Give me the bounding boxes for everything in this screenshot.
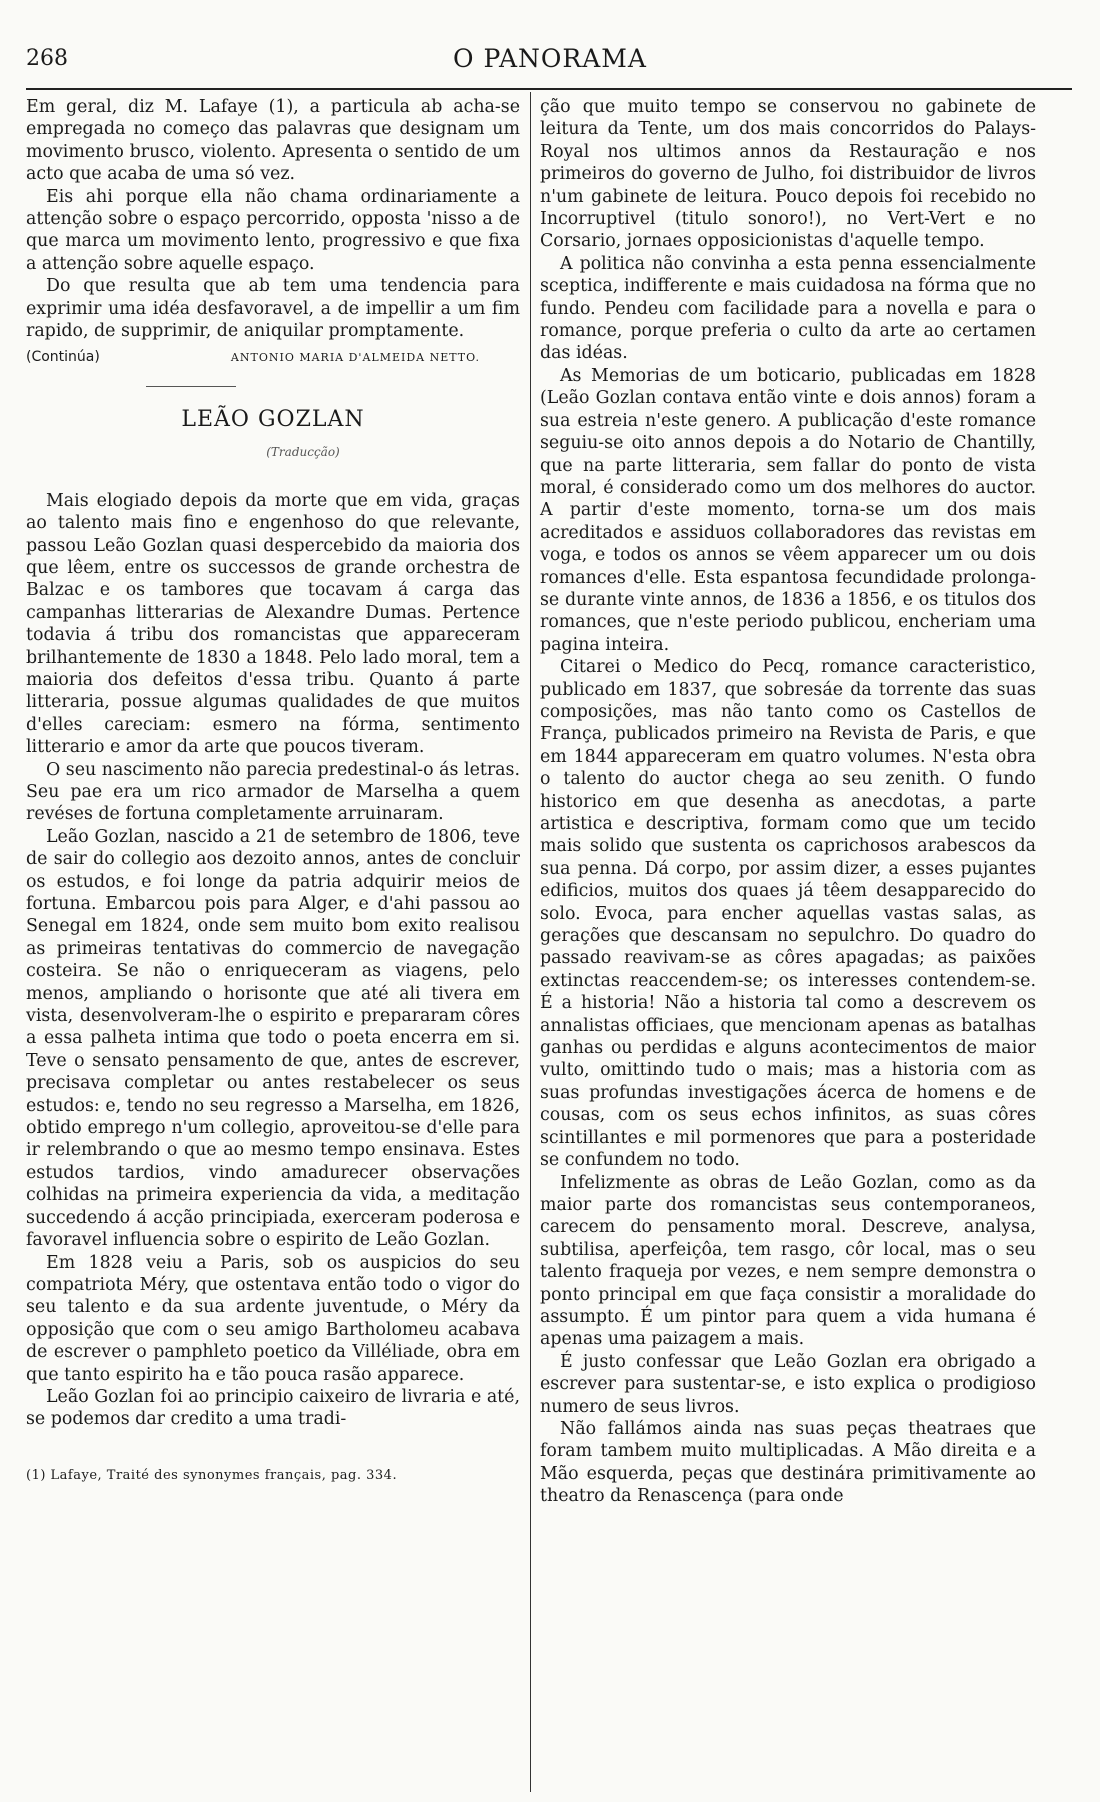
paragraph: Não fallámos ainda nas suas peças theatraes que foram tambem muito multiplicadas. A Mão direita e a Mão esquerda, peças que destinára primitivamente ao theatro da Renascença (para onde bbox=[540, 1418, 1036, 1507]
footnote: (1) Lafaye, Traité des synonymes français, pag. 334. bbox=[26, 1467, 398, 1483]
column-divider bbox=[530, 92, 531, 1792]
section-separator bbox=[146, 386, 236, 387]
paragraph: Leão Gozlan, nascido a 21 de setembro de 1806, teve de sair do collegio aos dezoito annos, antes de concluir os estudos, e foi longe da patria adquirir meios de fortuna. Embarcou pois para Alger, e d'ahi passou ao Senegal em 1824, onde sem muito bom exito realisou as primeiras tentativas do commercio de navegação costeira. Se não o enriqueceram as viagens, pelo menos, ampliando o horisonte que até ali tivera em vista, desenvolveram-lhe o espirito e prepararam côres a essa palheta intima que todo o poeta encerra em si. Teve o sensato pensamento de que, antes de escrever, precisava completar ou antes restabelecer os seus estudos: e, tendo no seu regresso a Marselha, em 1826, obtido emprego n'um collegio, aproveitou-se d'elle para ir relembrando o que ao mesmo tempo ensinava. Estes estudos tardios, vindo amadurecer observações colhidas na primeira experiencia da vida, a meditação succedendo á acção principiada, exerceram poderosa e favoravel influencia sobre o espirito de Leão Gozlan. bbox=[26, 826, 520, 1251]
left-column bbox=[26, 96, 520, 1487]
paragraph: Em geral, diz M. Lafaye (1), a particula ab acha-se empregada no começo das palavras que designam um movimento brusco, violento. Apresenta o sentido de um acto que acaba de uma só vez. bbox=[26, 97, 520, 185]
paragraph: As Memorias de um boticario, publicadas em 1828 (Leão Gozlan contava então vinte e dois annos) foram a sua estreia n'este genero. A publicação d'este romance seguiu-se oito annos depois a do Notario de Chantilly, que na parte litteraria, sem fallar do ponto de vista moral, é considerado como um dos melhores do auctor. A partir d'este momento, torna-se um dos mais acreditados e assiduos collaboradores das revistas em voga, e todos os annos se vêem apparecer um ou dois romances d'elle. Esta espantosa fecundidade prolonga-se durante vinte annos, de 1836 a 1856, e os titulos dos romances, que n'este periodo publicou, encheriam uma pagina inteira. bbox=[540, 365, 1036, 655]
header-rule bbox=[26, 88, 1072, 90]
paragraph: A politica não convinha a esta penna essencialmente sceptica, indifferente e mais cuidadosa na fórma que no fundo. Pendeu com facilidade para a novella e para o romance, porque preferia o culto da arte ao certamen das idéas. bbox=[540, 253, 1036, 364]
article-subtitle: (Traducção) bbox=[266, 445, 340, 460]
continuation-row bbox=[26, 346, 520, 369]
author-signature: ANTONIO MARIA D'ALMEIDA NETTO. bbox=[230, 351, 480, 365]
paragraph: O seu nascimento não parecia predestinal-o ás letras. Seu pae era um rico armador de Marselha a quem revéses de fortuna completamente arruinaram. bbox=[26, 759, 520, 825]
paragraph: Leão Gozlan foi ao principio caixeiro de livraria e até, se podemos dar credito a uma tradi- bbox=[26, 1386, 520, 1430]
paragraph: Eis ahi porque ella não chama ordinariamente a attenção sobre o espaço percorrido, opposta 'nisso a de que marca um movimento lento, progressivo e que fixa a attenção sobre aquelle espaço. bbox=[26, 186, 520, 274]
paragraph: Citarei o Medico do Pecq, romance caracteristico, publicado em 1837, que sobresáe da torrente das suas composições, mas não tanto como os Castellos de França, publicados primeiro na Revista de Paris, e que em 1844 appareceram em quatro volumes. N'esta obra o talento do auctor chega ao seu zenith. O fundo historico em que desenha as anecdotas, a parte artistica e descriptiva, formam como que um tecido mais solido que sustenta os caprichosos arabescos da sua penna. Dá corpo, por assim dizer, a esses pujantes edificios, muitos dos quaes já têem desapparecido do solo. Evoca, para encher aquellas vastas salas, as gerações que descansam no sepulchro. Do quadro do passado reavivam-se as côres apagadas; as paixões extinctas reaccendem-se; os interesses contendem-se. É a historia! Não a historia tal como a descrevem os annalistas officiaes, que mencionam apenas as batalhas ganhas ou perdidas e alguns acontecimentos de maior vulto, omittindo tudo o mais; mas a historia com as suas profundas investigações ácerca de homens e de cousas, com os seus echos infinitos, as suas côres scintillantes e mil pormenores que para a posteridade se confundem no todo. bbox=[540, 657, 1036, 1171]
paragraph: Em 1828 veiu a Paris, sob os auspicios do seu compatriota Méry, que ostentava então todo o vigor do seu talento e da sua ardente juventude, o Méry da opposição que com o seu amigo Bartholomeu acabava de escrever o pamphleto poetico da Villéliade, obra em que tanto espirito ha e tão pouca rasão apparece. bbox=[26, 1252, 520, 1385]
paragraph: ção que muito tempo se conservou no gabinete de leitura da Tente, um dos mais concorridos do Palays-Royal nos ultimos annos da Restauração e nos primeiros do governo de Julho, foi distribuidor de livros n'um gabinete de leitura. Pouco depois foi recebido no Incorruptivel (titulo sonoro!), no Vert-Vert e no Corsario, jornaes opposicionistas d'aquelle tempo. bbox=[540, 97, 1036, 252]
paragraph: Do que resulta que ab tem uma tendencia para exprimir uma idéa desfavoravel, a de impellir a um fim rapido, de supprimir, de aniquilar promptamente. bbox=[26, 276, 520, 342]
continua-label: (Continúa) bbox=[26, 349, 100, 366]
paragraph: Mais elogiado depois da morte que em vida, graças ao talento mais fino e engenhoso do que relevante, passou Leão Gozlan quasi despercebido da maioria dos que lêem, entre os successos de grande orchestra de Balzac e os tambores que tocavam á carga das campanhas litterarias de Alexandre Dumas. Pertence todavia á tribu dos romancistas que appareceram brilhantemente de 1830 a 1848. Pelo lado moral, tem a maioria dos defeitos d'essa tribu. Quanto á parte litteraria, possue algumas qualidades de que muitos d'elles careciam: esmero na fórma, sentimento litterario e amor da arte que poucos tiveram. bbox=[26, 490, 520, 758]
right-column bbox=[540, 96, 1036, 1508]
paragraph: É justo confessar que Leão Gozlan era obrigado a escrever para sustentar-se, e isto explica o prodigioso numero de seus livros. bbox=[540, 1351, 1036, 1417]
masthead-title: O PANORAMA bbox=[453, 44, 647, 73]
page-number: 268 bbox=[26, 46, 68, 71]
article-title: LEÃO GOZLAN bbox=[181, 406, 365, 432]
paragraph: Infelizmente as obras de Leão Gozlan, como as da maior parte dos romancistas seus contemporaneos, carecem do pensamento moral. Descreve, analysa, subtilisa, aperfeiçôa, tem rasgo, côr local, mas o seu talento fraqueja por vezes, e nem sempre demonstra o ponto principal em que faça consistir a moralidade do assumpto. É um pintor para quem a vida humana é apenas uma paizagem a mais. bbox=[540, 1172, 1036, 1350]
